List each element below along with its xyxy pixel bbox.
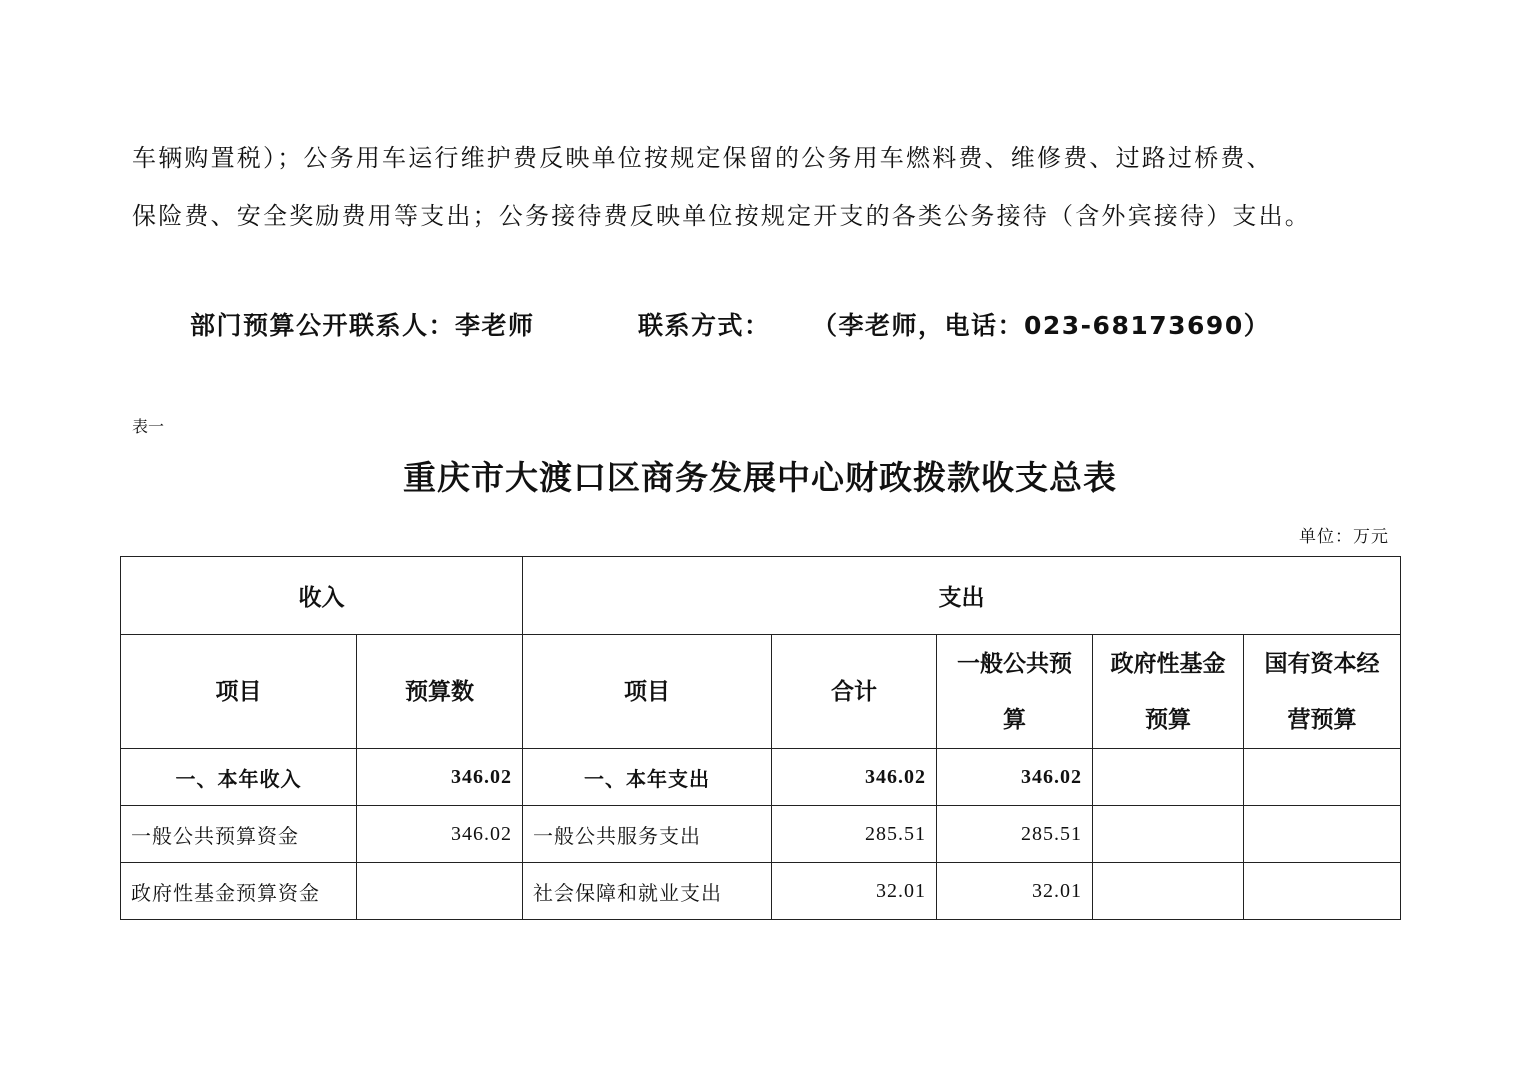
row-expense-item: 社会保障和就业支出 (523, 863, 772, 920)
table-row (121, 749, 1401, 806)
row-total: 285.51 (772, 806, 937, 863)
contact-person: 部门预算公开联系人：李老师 (190, 311, 535, 340)
column-header-state-capital-line1: 国有资本经 (1264, 650, 1380, 677)
page-title: 重庆市大渡口区商务发展中心财政拨款收支总表 (403, 458, 1117, 497)
row-general-public: 346.02 (937, 749, 1093, 806)
row-state-capital (1244, 863, 1401, 920)
column-header-expense-item: 项目 (523, 635, 772, 749)
row-state-capital (1244, 806, 1401, 863)
row-state-capital (1244, 749, 1401, 806)
row-gov-fund (1093, 806, 1244, 863)
table-group-header-row (121, 557, 1401, 635)
expense-group-header: 支出 (523, 557, 1401, 635)
column-header-general-public-line1: 一般公共预 (957, 650, 1072, 677)
column-header-income-budget: 预算数 (357, 635, 523, 749)
contact-method-label: 联系方式： (638, 311, 771, 340)
row-expense-item: 一般公共服务支出 (523, 806, 772, 863)
row-income-item: 一般公共预算资金 (121, 806, 357, 863)
row-gov-fund (1093, 863, 1244, 920)
column-header-gov-fund-line1: 政府性基金 (1110, 650, 1226, 677)
column-header-gov-fund-line2: 预算 (1145, 706, 1191, 733)
row-income-item: 政府性基金预算资金 (121, 863, 357, 920)
column-header-state-capital (1244, 635, 1401, 749)
paragraph-line-1: 车辆购置税）；公务用车运行维护费反映单位按规定保留的公务用车燃料费、维修费、过路过桥费、 (132, 144, 1273, 172)
paragraph-line-2: 保险费、安全奖励费用等支出；公务接待费反映单位按规定开支的各类公务接待（含外宾接待）支出。 (132, 202, 1311, 230)
row-gov-fund (1093, 749, 1244, 806)
column-header-gov-fund (1093, 635, 1244, 749)
row-income-item: 一、本年收入 (121, 749, 357, 806)
column-header-state-capital-line2: 营预算 (1287, 706, 1357, 733)
row-income-budget: 346.02 (357, 806, 523, 863)
row-total: 32.01 (772, 863, 937, 920)
column-header-general-public (937, 635, 1093, 749)
column-header-total: 合计 (772, 635, 937, 749)
row-income-budget: 346.02 (357, 749, 523, 806)
row-expense-item: 一、本年支出 (523, 749, 772, 806)
table-label: 表一 (132, 417, 165, 436)
column-header-income-item: 项目 (121, 635, 357, 749)
income-group-header: 收入 (121, 557, 523, 635)
budget-summary-table (120, 556, 1401, 920)
column-header-general-public-line2: 算 (1003, 706, 1026, 733)
table-row (121, 806, 1401, 863)
contact-detail: （李老师，电话：023-68173690） (812, 311, 1271, 340)
table-row (121, 863, 1401, 920)
row-income-budget (357, 863, 523, 920)
unit-label: 单位：万元 (1299, 527, 1389, 547)
row-general-public: 285.51 (937, 806, 1093, 863)
table-column-header-row (121, 635, 1401, 749)
row-general-public: 32.01 (937, 863, 1093, 920)
row-total: 346.02 (772, 749, 937, 806)
